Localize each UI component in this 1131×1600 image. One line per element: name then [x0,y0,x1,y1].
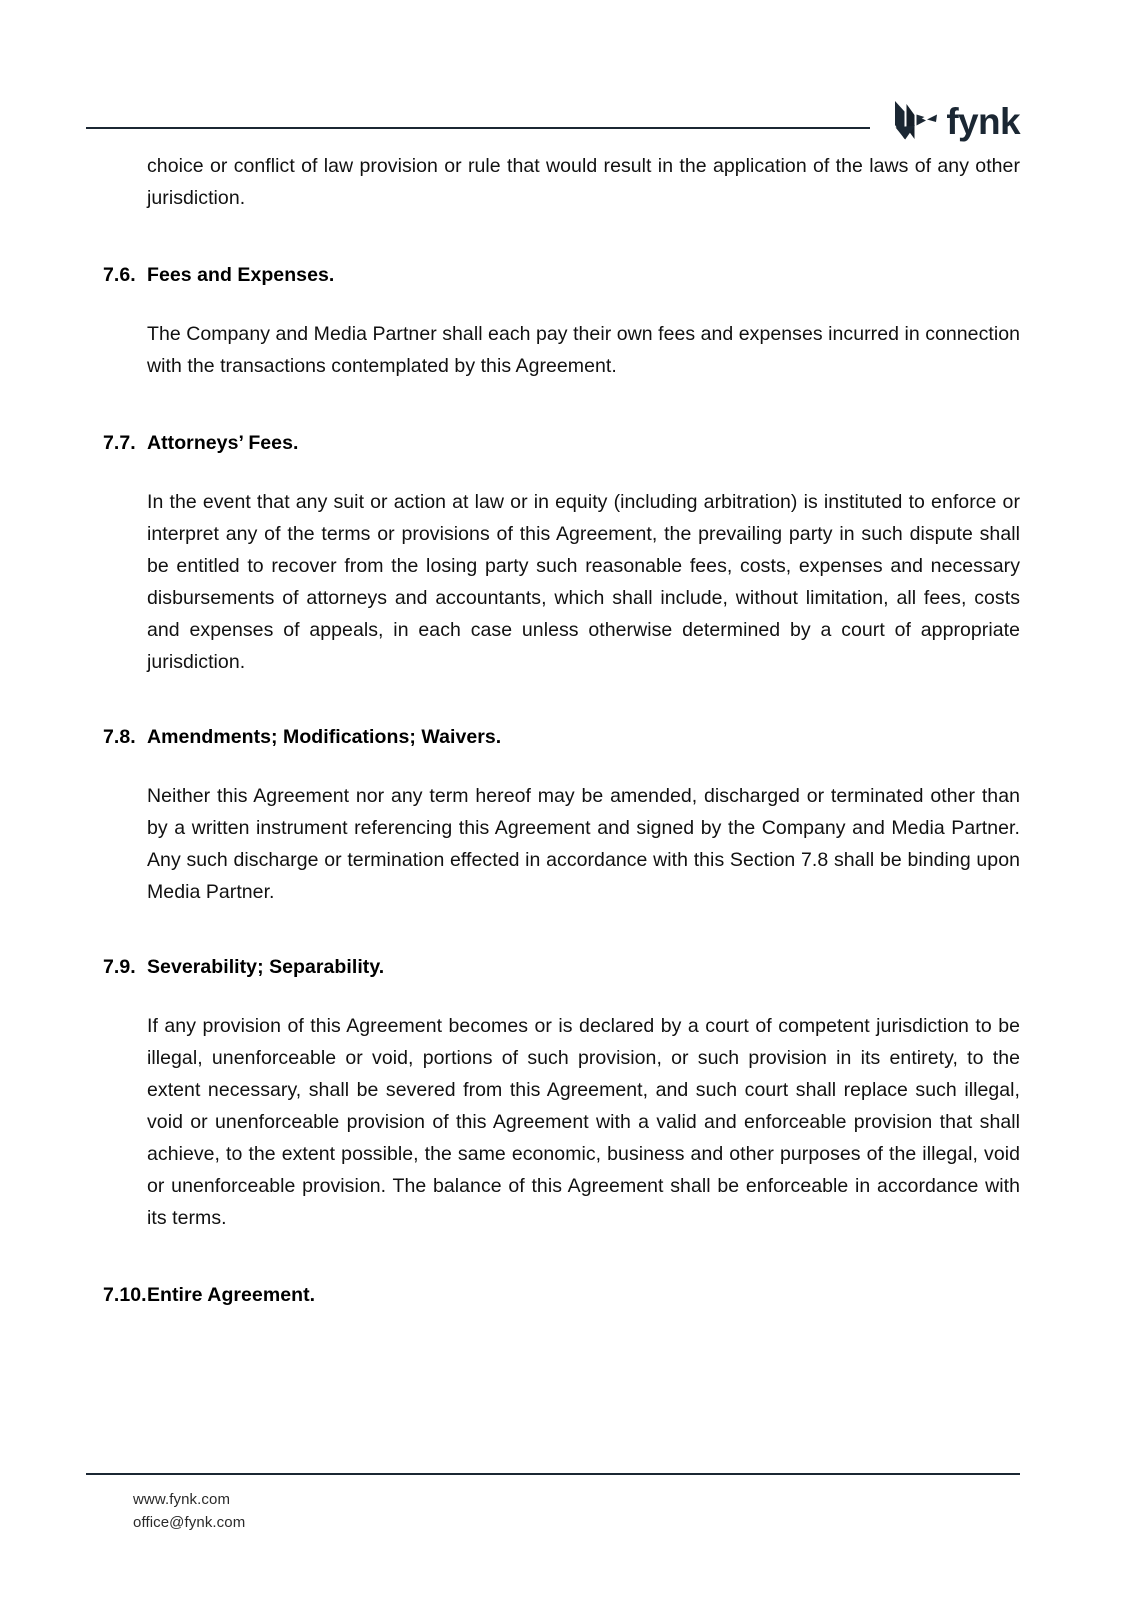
clause-number: 7.9. [103,956,136,978]
origami-bird-icon [892,98,938,142]
clause-heading-7-9 [103,952,1131,982]
page-footer [0,1455,1131,1600]
page-content [0,150,1131,1310]
clause-title: Amendments; Modifications; Waivers. [147,726,502,748]
clause-number: 7.7. [103,432,136,454]
clause-title: Fees and Expenses. [147,264,335,286]
clause-title: Entire Agreement. [147,1284,316,1306]
clause-body-7-7: In the event that any suit or action at law or in equity (including arbitration) is instituted to enforce or interpret any of the terms or provisions of this Agreement, the prevailing party in such dispute shall be entitled to recover from the losing party such reasonable fees, costs, expenses and necessary disbursements of attorneys and accountants, which shall include, without limitation, all fees, costs and expenses of appeals, in each case unless otherwise determined by a court of appropriate jurisdiction. [147,491,1020,673]
footer-contact [133,1488,245,1534]
brand-logo [892,98,1020,142]
clause-heading-7-10 [103,1280,1131,1310]
clause-number: 7.8. [103,726,136,748]
page-header [0,0,1131,150]
clause-heading-7-6 [103,260,1131,290]
clause-body-7-6: The Company and Media Partner shall each pay their own fees and expenses incurred in connection with the transactions contemplated by this Agreement. [147,323,1021,377]
footer-email[interactable]: office@fynk.com [133,1514,246,1531]
clause-heading-7-8 [103,722,1131,752]
clause-body-7-9: If any provision of this Agreement becomes or is declared by a court of competent jurisdiction to be illegal, unenforceable or void, portions of such provision, or such provision in its entirety, to the extent necessary, shall be severed from this Agreement, and such court shall replace such illegal, void or unenforceable provision of this Agreement with a valid and enforceable provision that shall achieve, to the extent possible, the same economic, business and other purposes of the illegal, void or unenforceable provision. The balance of this Agreement shall be enforceable in accordance with its terms. [147,1015,1020,1229]
clause-number: 7.10. [103,1284,147,1306]
clause-title: Attorneys’ Fees. [147,432,299,454]
footer-website[interactable]: www.fynk.com [133,1491,231,1508]
clause-title: Severability; Separability. [147,956,385,978]
continued-paragraph: choice or conflict of law provision or rule that would result in the application of the laws of any other jurisdiction. [147,155,1020,209]
footer-divider [86,1473,1020,1475]
header-divider [86,127,870,129]
clause-number: 7.6. [103,264,136,286]
brand-wordmark: fynk [946,101,1020,142]
clause-heading-7-7 [103,428,1131,458]
clause-body-7-8: Neither this Agreement nor any term hereof may be amended, discharged or terminated other than by a written instrument referencing this Agreement and signed by the Company and Media Partner. Any such discharge or termination effected in accordance with this Section 7.8 shall be binding upon Media Partner. [147,785,1020,903]
